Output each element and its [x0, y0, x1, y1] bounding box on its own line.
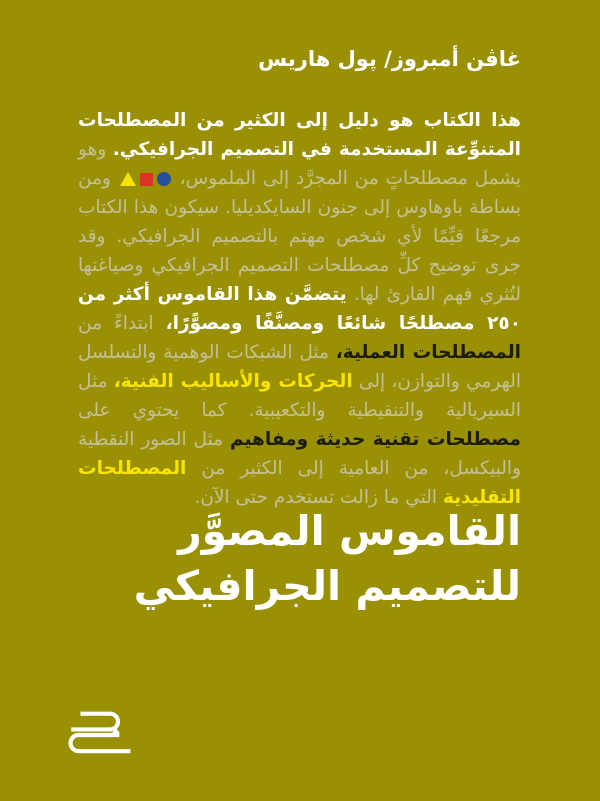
book-title-line2: للتصميم الجرافيكي — [133, 562, 521, 610]
logo-top-bar — [71, 714, 118, 730]
blurb-modern-terms-dark: مصطلحات تقنية حديثة ومفاهيم — [229, 429, 521, 450]
circle-icon — [157, 172, 171, 186]
blurb-light-5: مثل السيريالية والتنقيطية والتكعيبية. كما يحتوي على — [78, 371, 521, 421]
blurb-count-bold: يتضمَّن هذا القاموس أكثر من ٢٥٠ مصطلحًا شائعًا ومصنَّفًا ومصوًّرًا، — [78, 284, 521, 334]
book-title — [40, 504, 521, 614]
blurb-light-7: التي ما زالت تستخدم حتى الآن. — [194, 487, 443, 508]
publisher-logo — [62, 710, 136, 760]
blurb-light-3: ابتداءً من — [78, 313, 166, 334]
blurb-light-6: مثل الصور النقطية والبيكسل، من العامية إلى الكثير من — [78, 429, 521, 479]
blurb-practical-terms-dark: المصطلحات العملية، — [335, 342, 521, 363]
blurb-light-4: مثل الشبكات الوهمية والتسلسل الهرمي والتوازن، إلى — [78, 342, 521, 392]
blurb-light-1: وهو يشمل مصطلحاتٍ من المجرَّد إلى الملموس، — [78, 139, 522, 189]
book-title-line1: القاموس المصوَّر — [178, 507, 521, 555]
blurb-traditional-terms-yellow: المصطلحات التقليدية — [78, 458, 521, 508]
blurb-intro-bold: هذا الكتاب هو دليل إلى الكثير من المصطلحات المتنوِّعة المستخدمة في التصميم الجرافيكي. — [78, 110, 521, 160]
author-names: غاڤن أمبروز/ پول هاريس — [258, 47, 521, 71]
blurb-light-2: ومن بساطة باوهاوس إلى جنون السايكديليا. سيكون هذا الكتاب مرجعًا قيِّمًا لأي شخص مهتم بالتصميم الجرافيكي. وقد جرى توضيح كلِّ مصطلحات التصميم الجرافيكي وصياغتها لتُثري فهم القارئ لها. — [78, 168, 521, 305]
triangle-icon — [120, 172, 136, 186]
blurb-movements-yellow: الحركات والأساليب الفنية، — [113, 371, 353, 392]
back-blurb-paragraph — [78, 106, 521, 512]
square-icon — [140, 173, 153, 186]
logo-bottom-bar — [71, 735, 131, 751]
